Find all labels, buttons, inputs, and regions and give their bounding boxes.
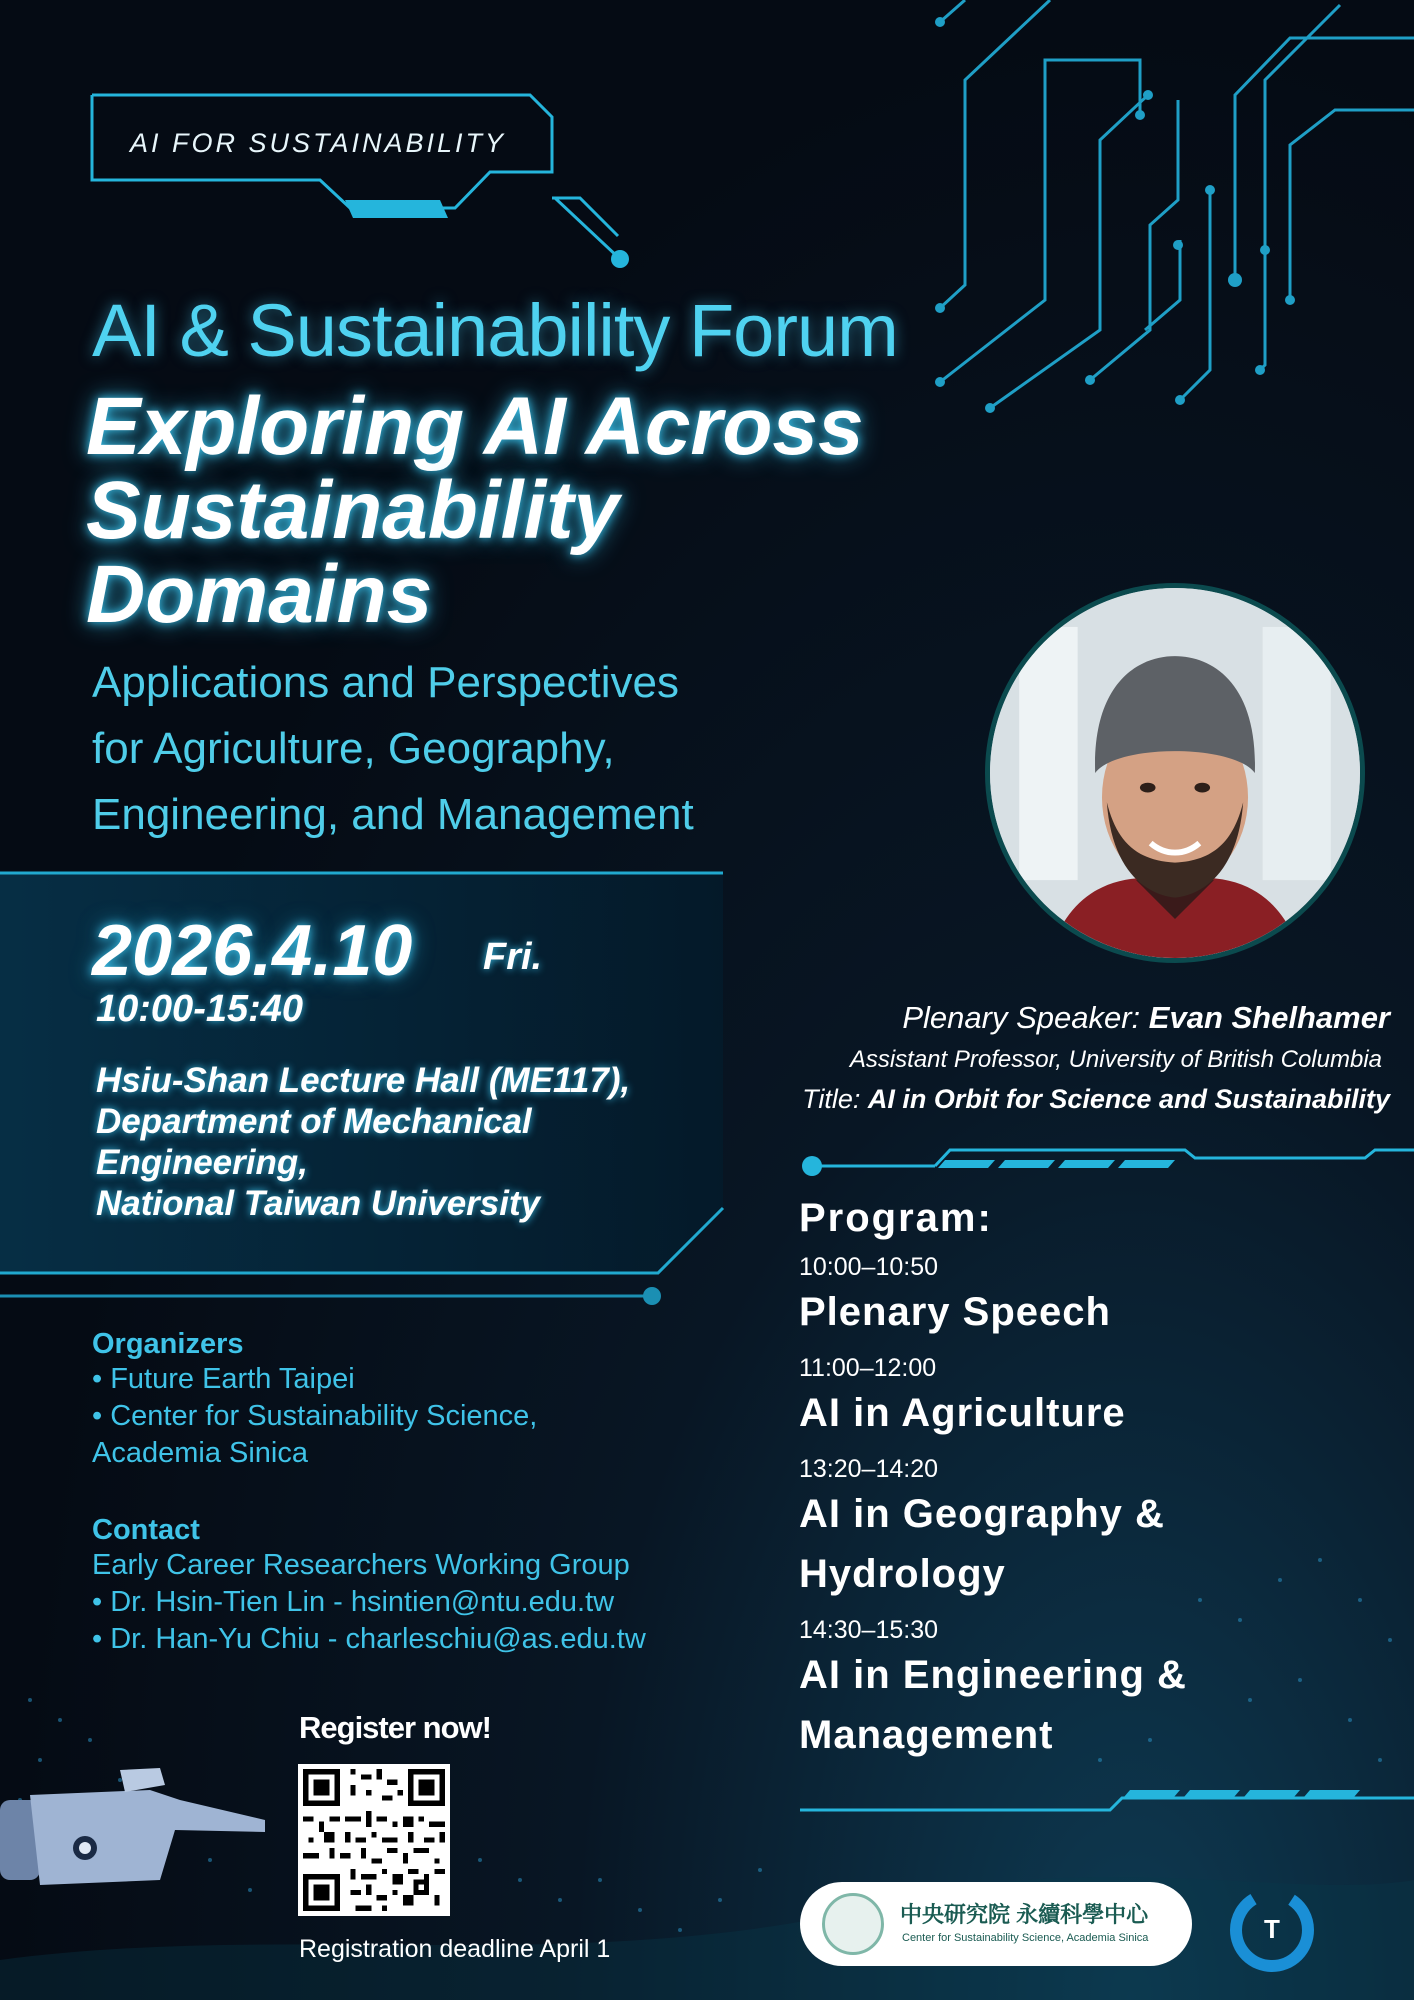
venue-line: National Taiwan University	[96, 1184, 541, 1223]
headline-line: Sustainability	[86, 465, 620, 556]
event-weekday: Fri.	[483, 936, 543, 978]
contact-section	[92, 1514, 646, 1658]
subheadline-line: for Agriculture, Geography,	[92, 724, 615, 773]
talk-title: AI in Orbit for Science and Sustainability	[867, 1084, 1390, 1114]
subheadline-line: Applications and Perspectives	[92, 658, 679, 707]
event-date: 2026.4.10	[92, 911, 413, 991]
organizer-line: • Future Earth Taipei	[92, 1363, 355, 1395]
sinica-seal-icon	[822, 1893, 884, 1955]
program-item-name: AI in Engineering &	[799, 1653, 1187, 1697]
program-item-name: AI in Agriculture	[799, 1391, 1126, 1435]
speaker-line	[802, 1000, 1390, 1036]
event-time: 10:00-15:40	[96, 988, 304, 1030]
program-item-name: Management	[799, 1713, 1054, 1757]
program-title: Program:	[799, 1196, 993, 1240]
program-section	[799, 1196, 1359, 1765]
program-item-name: Plenary Speech	[799, 1290, 1111, 1334]
speaker-prefix: Plenary Speaker:	[902, 1000, 1149, 1035]
svg-text:T: T	[1264, 1914, 1280, 1944]
event-tag: AI FOR SUSTAINABILITY	[130, 128, 507, 158]
speaker-info	[802, 1000, 1390, 1115]
forum-title: AI & Sustainability Forum	[92, 289, 898, 372]
organizers-title: Organizers	[92, 1328, 244, 1360]
program-item-time: 10:00–10:50	[799, 1253, 939, 1281]
program-item-time: 11:00–12:00	[799, 1354, 937, 1382]
speaker-talk	[802, 1084, 1390, 1115]
contact-line[interactable]: • Dr. Han-Yu Chiu - charleschiu@as.edu.tw	[92, 1623, 646, 1655]
contact-line[interactable]: • Dr. Hsin-Tien Lin - hsintien@ntu.edu.tw	[92, 1586, 615, 1618]
talk-title-prefix: Title:	[802, 1084, 868, 1114]
registration-qr-code[interactable]	[298, 1764, 450, 1916]
registration-deadline: Registration deadline April 1	[299, 1935, 611, 1963]
register-label: Register now!	[299, 1710, 491, 1745]
program-item-name: AI in Geography &	[799, 1492, 1165, 1536]
venue-line: Department of Mechanical	[96, 1102, 532, 1141]
organizer-line: Academia Sinica	[92, 1437, 308, 1469]
speaker-affiliation: Assistant Professor, University of British Columbia	[849, 1046, 1382, 1073]
sinica-logo-en: Center for Sustainability Science, Academia Sinica	[902, 1932, 1149, 1944]
speaker-name: Evan Shelhamer	[1148, 1000, 1390, 1035]
sinica-logo-zh: 中央研究院 永續科學中心	[900, 1902, 1149, 1927]
organizer-line: • Center for Sustainability Science,	[92, 1400, 538, 1432]
venue-line: Engineering,	[96, 1143, 308, 1182]
event-venue	[96, 1060, 716, 1224]
contact-title: Contact	[92, 1514, 200, 1546]
venue-line: Hsiu-Shan Lecture Hall (ME117),	[96, 1061, 631, 1100]
contact-line: Early Career Researchers Working Group	[92, 1549, 630, 1581]
program-item-time: 14:30–15:30	[799, 1616, 939, 1644]
robot-hand-icon	[0, 1768, 265, 1885]
program-item-time: 13:20–14:20	[799, 1455, 939, 1483]
subheadline-line: Engineering, and Management	[92, 790, 694, 839]
program-item-name: Hydrology	[799, 1552, 1006, 1596]
organizers-section	[92, 1328, 537, 1472]
headline-line: Domains	[86, 549, 433, 640]
taipei-logo-icon	[1228, 1886, 1316, 1974]
headline-line: Exploring AI Across	[86, 381, 864, 472]
headline	[86, 381, 986, 640]
subheadline	[92, 650, 732, 848]
speaker-photo	[985, 583, 1365, 963]
